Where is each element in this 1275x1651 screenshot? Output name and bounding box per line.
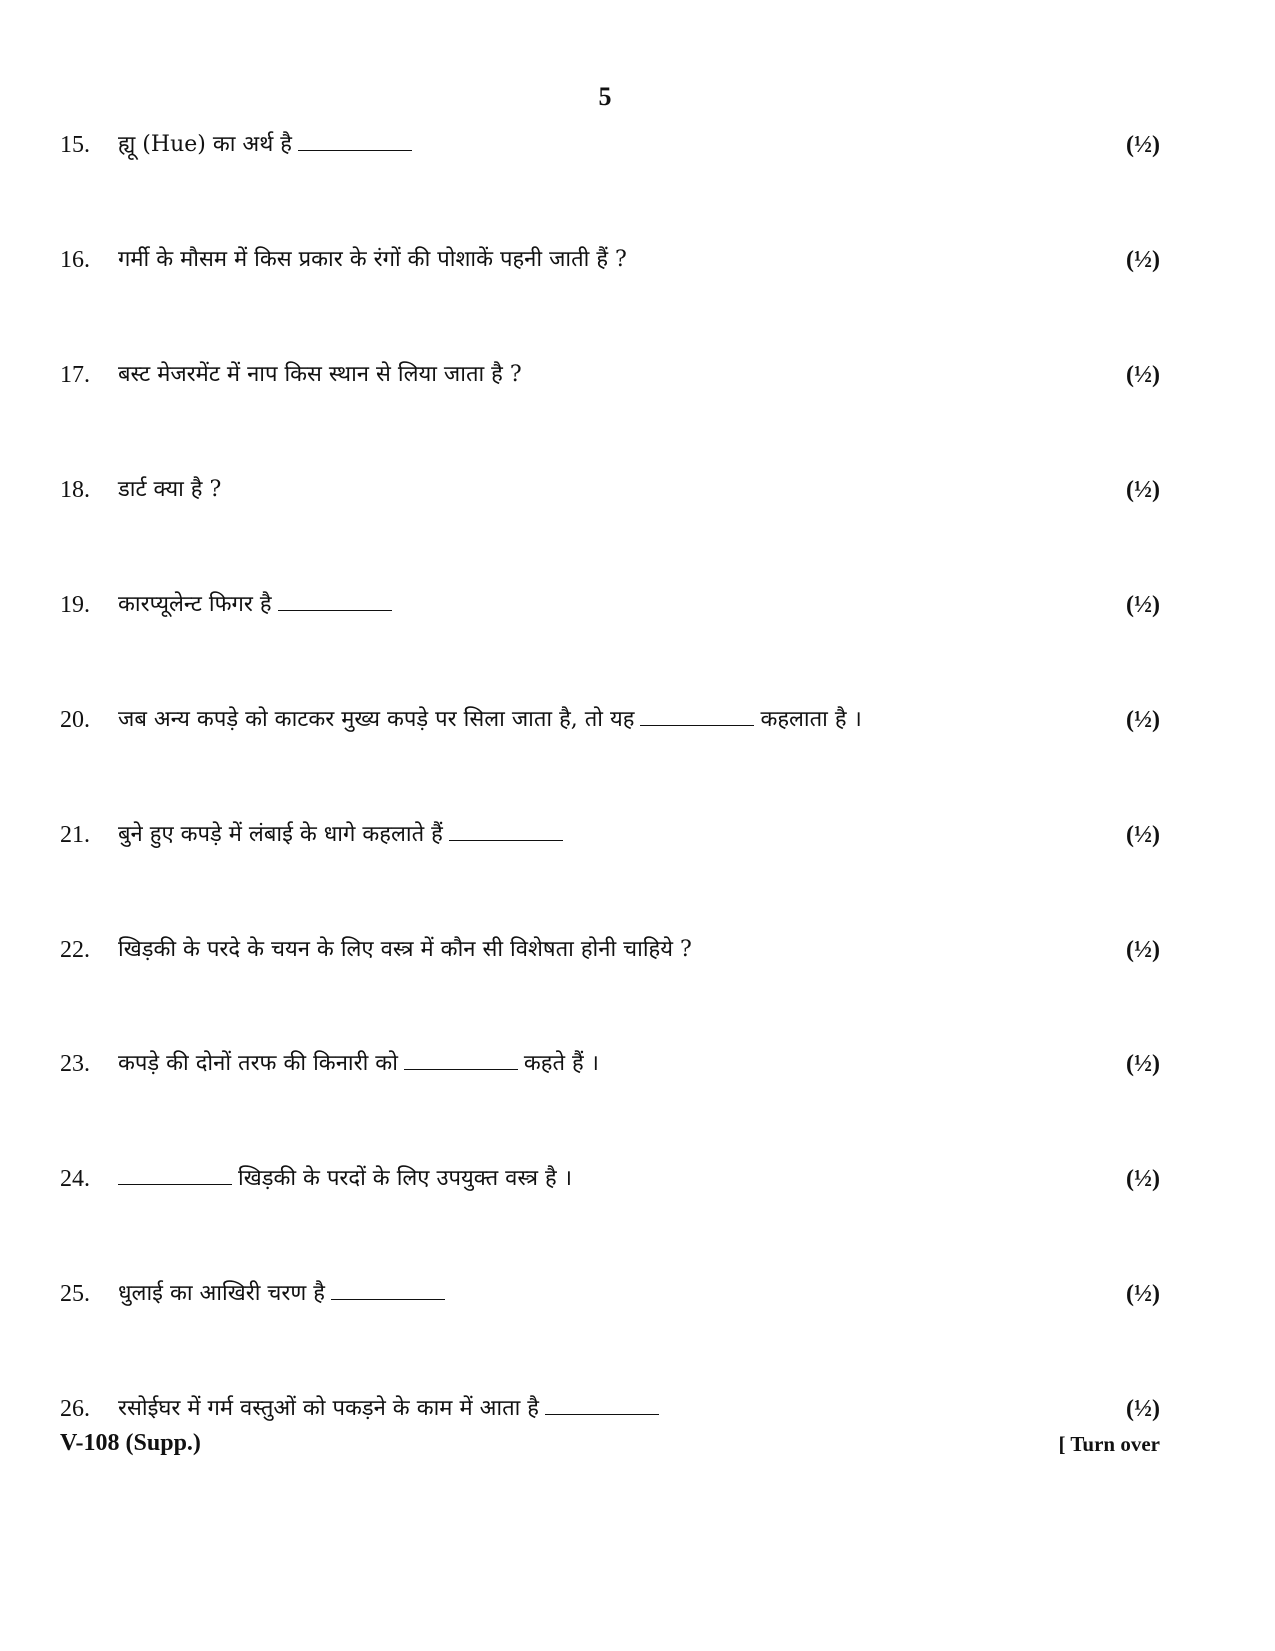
question-number: 16. [60,247,90,273]
answer-blank [404,1047,518,1070]
question-text: बस्ट मेजरमेंट में नाप किस स्थान से लिया जाता है ? [118,362,522,387]
answer-blank [118,1162,232,1185]
question-text: डार्ट क्या है ? [118,477,222,502]
question-16 [60,240,1160,280]
question-23 [60,1044,1160,1084]
question-marks: (½) [1126,822,1160,848]
answer-blank [298,128,412,151]
question-text [118,585,398,625]
question-number: 18. [60,477,90,503]
answer-blank [449,818,563,841]
question-number: 25. [60,1281,90,1307]
question-26 [60,1389,1160,1429]
question-marks: (½) [1126,1396,1160,1422]
question-marks: (½) [1126,592,1160,618]
question-number: 15. [60,132,90,158]
question-text [118,1159,572,1199]
question-number: 26. [60,1396,90,1422]
question-text [118,700,862,740]
question-number: 19. [60,592,90,618]
answer-blank [640,703,754,726]
question-marks: (½) [1126,1166,1160,1192]
question-21 [60,815,1160,855]
question-marks: (½) [1126,1051,1160,1077]
question-20 [60,700,1160,740]
question-number: 20. [60,707,90,733]
answer-blank [331,1277,445,1300]
question-text-before: कारप्यूलेन्ट फिगर है [118,592,272,617]
question-text-after: कहलाता है । [760,707,862,732]
answer-blank [278,588,392,611]
question-marks: (½) [1126,362,1160,388]
question-marks: (½) [1126,1281,1160,1307]
question-number: 24. [60,1166,90,1192]
turn-over-note: [ Turn over [1058,1432,1160,1456]
question-15 [60,125,1160,165]
question-marks: (½) [1126,132,1160,158]
question-text [118,1274,451,1314]
question-text-before: धुलाई का आखिरी चरण है [118,1281,325,1306]
question-25 [60,1274,1160,1314]
question-24 [60,1159,1160,1199]
question-text-after: खिड़की के परदों के लिए उपयुक्त वस्त्र है । [238,1166,573,1191]
question-marks: (½) [1126,707,1160,733]
page-number: 5 [598,82,612,111]
answer-blank [545,1392,659,1415]
question-text: खिड़की के परदे के चयन के लिए वस्त्र में कौन सी विशेषता होनी चाहिये ? [118,937,692,962]
question-marks: (½) [1126,247,1160,273]
question-number: 17. [60,362,90,388]
question-text: गर्मी के मौसम में किस प्रकार के रंगों की पोशाकें पहनी जाती हैं ? [118,247,627,272]
question-text-before: कपड़े की दोनों तरफ की किनारी को [118,1051,398,1076]
paper-code: V-108 (Supp.) [60,1430,201,1456]
question-text [118,125,418,165]
question-text [118,815,569,855]
question-number: 21. [60,822,90,848]
question-22 [60,930,1160,970]
question-number: 23. [60,1051,90,1077]
question-19 [60,585,1160,625]
question-marks: (½) [1126,937,1160,963]
question-marks: (½) [1126,477,1160,503]
question-text-before: ह्यू (Hue) का अर्थ है [118,132,292,157]
question-text [118,1389,665,1429]
question-text-after: कहते हैं । [523,1051,600,1076]
question-text-before: बुने हुए कपड़े में लंबाई के धागे कहलाते हैं [118,822,443,847]
question-text [118,1044,599,1084]
question-18 [60,470,1160,510]
question-17 [60,355,1160,395]
question-text-before: रसोईघर में गर्म वस्तुओं को पकड़ने के काम में आता है [118,1396,539,1421]
question-number: 22. [60,937,90,963]
question-text-before: जब अन्य कपड़े को काटकर मुख्य कपड़े पर सिला जाता है, तो यह [118,707,635,732]
